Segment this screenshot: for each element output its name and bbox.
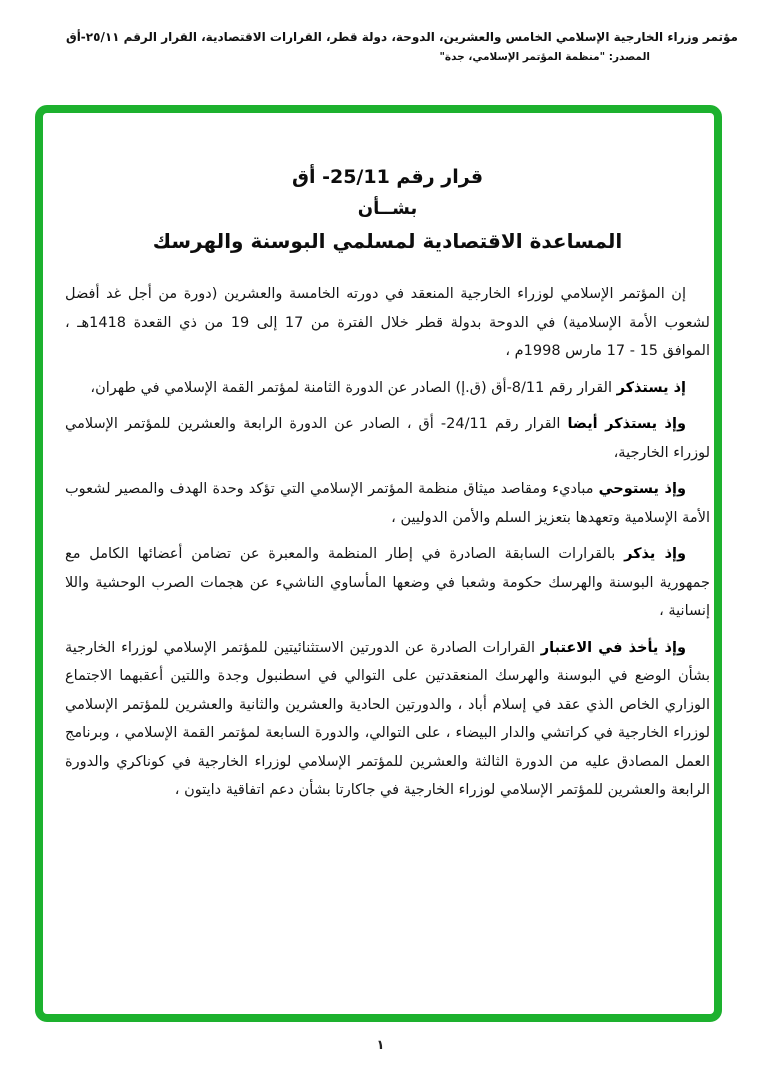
source-line: المصدر: "منظمة المؤتمر الإسلامي، جدة" (439, 51, 650, 63)
citation-header (20, 28, 738, 65)
document-content (43, 113, 714, 1014)
preamble-paragraph-opening (65, 280, 710, 366)
paragraph-lead: وإذ يأخذ في الاعتبار (540, 639, 686, 656)
paragraph-text: القرار رقم 24/11- أق ، الصادر عن الدورة الرابعة والعشرين للمؤتمر الإسلامي لوزراء الخارجية، (65, 416, 710, 461)
paragraph-text: القرارات الصادرة عن الدورتين الاستثنائيتين للمؤتمر الإسلامي لوزراء الخارجية بشأن الوضع في البوسنة والهرسك المنعقدتين على التوالي في اسطنبول وجدة واللتين أعقبهما الاجتماع الوزاري الخاص الذي عقد في إسلام أباد ، والدورتين الحادية والعشرين والثانية والعشرين للمؤتمر الإسلامي لوزراء الخارجية في كراتشي والدار البيضاء ، على التوالي، والدورة السابعة لمؤتمر القمة الإسلامي ، وبرنامج العمل المصادق عليه من الدورة الثالثة والعشرين للمؤتمر الإسلامي لوزراء الخارجية في كوناكري والدورة الرابعة والعشرين للمؤتمر الإسلامي لوزراء الخارجية في جاكارتا بشأن دعم اتفاقية دايتون ، (65, 639, 710, 798)
paragraph-lead: وإذ يذكر (624, 546, 686, 562)
title-subject: المساعدة الاقتصادية لمسلمي البوسنة والهرسك (152, 229, 623, 253)
resolution-number-title: قرار رقم 25/11- أق (291, 166, 484, 188)
paragraph-lead: وإذ يستذكر أيضا (567, 416, 686, 432)
preamble-paragraph-recalling-also (65, 410, 710, 467)
paragraph-text: إن المؤتمر الإسلامي لوزراء الخارجية المنعقد في دورته الخامسة والعشرين (دورة من أجل غد أفضل لشعوب الأمة الإسلامية) في الدوحة بدولة قطر خلال الفترة من 17 إلى 19 من ذي القعدة 1418هـ ، الموافق 15 - 17 مارس 1998م ، (65, 286, 710, 359)
paragraph-text: بالقرارات السابقة الصادرة في إطار المنظمة والمعبرة عن تضامن أعضائها الكامل مع جمهورية البوسنة والهرسك حكومة وشعبا في وضعها المأساوي الناشيء عن هجمات الصرب الوحشية واللا إنسانية ، (65, 546, 710, 619)
preamble-paragraph-taking-into-account (65, 634, 710, 805)
title-regarding: بشــأن (357, 198, 418, 219)
citation-line: مؤتمر وزراء الخارجية الإسلامي الخامس والعشرين، الدوحة، دولة قطر، القرارات الاقتصادية، القرار الرقم ٢٥/١١-أق (65, 30, 738, 44)
document-title-block (65, 161, 710, 258)
paragraph-lead: إذ يستذكر (616, 379, 686, 396)
resolution-body (65, 280, 710, 805)
preamble-paragraph-recalling (65, 374, 710, 403)
paragraph-lead: وإذ يستوحي (598, 481, 686, 497)
green-document-frame (35, 105, 722, 1022)
page-number: ١ (376, 1038, 385, 1053)
paragraph-text: القرار رقم 8/11-أق (ق.إ) الصادر عن الدورة الثامنة لمؤتمر القمة الإسلامي في طهران، (90, 379, 617, 396)
paragraph-text: مباديء ومقاصد ميثاق منظمة المؤتمر الإسلامي التي تؤكد وحدة الهدف والمصير لشعوب الأمة الإسلامية وتعهدها بتعزيز السلم والأمن الدوليين ، (65, 481, 710, 526)
preamble-paragraph-inspired (65, 475, 710, 532)
preamble-paragraph-reminding (65, 540, 710, 626)
